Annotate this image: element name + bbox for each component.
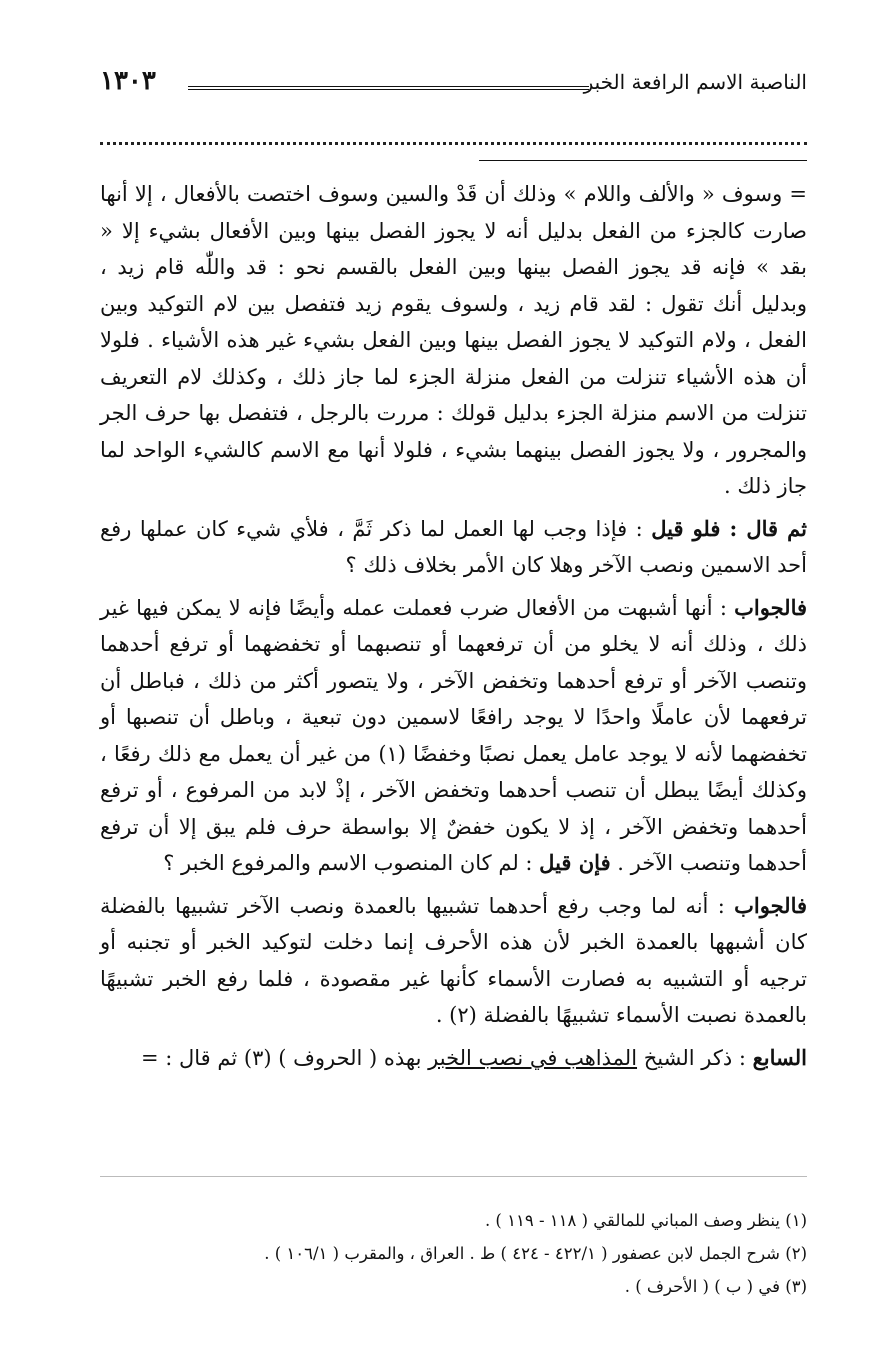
page-number: ١٣٠٣ bbox=[100, 66, 156, 96]
paragraph-lead: السابع bbox=[752, 1044, 807, 1070]
paragraph-2 bbox=[100, 511, 807, 584]
paragraph-5 bbox=[100, 1040, 807, 1077]
paragraph-text: = وسوف « والألف واللام » وذلك أن قَدْ والسين وسوف اختصت بالأفعال ، إلا أنها صارت كالجزء من الفعل بدليل أنه لا يجوز الفصل بينها وبين الأفعال بشيء إلا « بقد » فإنه قد يجوز الفصل بينها وبين الفعل بالقسم نحو : قد واللّٰه قام زيد ، وبدليل أنك تقول : لقد قام زيد ، ولسوف يقوم زيد فتفصل بين لام التوكيد وبين الفعل ، ولام التوكيد لا يجوز الفصل بينها وبين الفعل بشيء غير هذه الأشياء . فلولا أن هذه الأشياء تنزلت من الفعل منزلة الجزء لما جاز ذلك ، وكذلك لام التعريف تنزلت من الاسم منزلة الجزء بدليل قولك : مررت بالرجل ، فتفصل بها حرف الجر والمجرور ، ولا يجوز الفصل بينهما بشيء ، فلولا أنها مع الاسم كالشيء الواحد لما جاز ذلك . bbox=[100, 182, 807, 498]
paragraph-question-text: : لم كان المنصوب الاسم والمرفوع الخبر ؟ bbox=[163, 851, 540, 875]
main-text bbox=[100, 176, 807, 1082]
paragraph-text: : أنها أشبهت من الأفعال ضرب فعملت عمله وأيضًا فإنه لا يمكن فيها غير ذلك ، وذلك أنه لا يخلو من أن ترفعهما أو تنصبهما أو تخفضهما أو ترفع أحدهما وتنصب الآخر أو ترفع أحدهما وتخفض الآخر ، ولا يتصور أكثر من ذلك ، فباطل أن ترفعهما لأن عاملًا واحدًا لا يوجد رافعًا لاسمين دون تبعية ، وباطل أن تنصبها أو تخفضهما لأنه لا يوجد عامل يعمل نصبًا وخفضًا (١) من غير أن يعمل مع ذلك رفعًا ، وكذلك أيضًا يبطل أن تنصب أحدهما وتخفض الآخر ، إذْ لابد من المرفوع ، أو ترفع أحدهما وتخفض الآخر ، إذ لا يكون خفضٌ إلا بواسطة حرف فلم يبق إلا أن ترفع أحدهما وتنصب الآخر . bbox=[100, 595, 807, 875]
footnote-1: (١) ينظر وصف المباني للمالقي ( ١١٨ - ١١٩ ) . bbox=[484, 1211, 807, 1230]
paragraph-text: : ذكر الشيخ bbox=[637, 1045, 753, 1070]
paragraph-question-lead: فإن قيل bbox=[539, 850, 611, 875]
paragraph-3 bbox=[100, 590, 807, 882]
paragraph-lead: فالجواب bbox=[734, 892, 807, 918]
paragraph-lead: فالجواب bbox=[734, 594, 807, 620]
underlined-phrase: المذاهب في نصب الخبر bbox=[428, 1045, 638, 1070]
paragraph-4 bbox=[100, 888, 807, 1034]
page-header bbox=[100, 66, 807, 110]
footnote-3: (٣) في ( ب ) ( الأحرف ) . bbox=[624, 1277, 807, 1296]
dotted-separator bbox=[100, 142, 807, 145]
paragraph-text: : فإذا وجب لها العمل لما ذكر ثَمَّ ، فلأي شيء كان عملها رفع أحد الاسمين ونصب الآخر وهلا كان الأمر بخلاف ذلك ؟ bbox=[100, 516, 807, 577]
paragraph-1 bbox=[100, 176, 807, 505]
footnote-2: (٢) شرح الجمل لابن عصفور ( ٤٢٢/١ - ٤٢٤ ) ط . العراق ، والمقرب ( ١٠٦/١ ) . bbox=[264, 1244, 807, 1263]
short-separator bbox=[479, 160, 807, 161]
paragraph-text: : أنه لما وجب رفع أحدهما تشبيها بالعمدة ونصب الآخر تشبيها بالفضلة كان أشبهها بالعمدة الخبر لأن هذه الأحرف إنما دخلت لتوكيد الخبر أو تجنبه أو ترجيه أو التشبيه به فصارت الأسماء كأنها غير مقصودة ، فلما رفع الخبر تشبيهًا بالعمدة نصبت الأسماء تشبيهًا بالفضلة (٢) . bbox=[100, 893, 807, 1027]
paragraph-tail: بهذه ( الحروف ) (٣) ثم قال : = bbox=[140, 1045, 429, 1070]
footnote-separator bbox=[100, 1176, 807, 1177]
paragraph-lead: ثم قال : فلو قيل bbox=[651, 515, 808, 541]
running-title: الناصبة الاسم الرافعة الخبر bbox=[583, 70, 807, 94]
footnotes bbox=[200, 1204, 807, 1303]
header-rule bbox=[188, 86, 589, 90]
